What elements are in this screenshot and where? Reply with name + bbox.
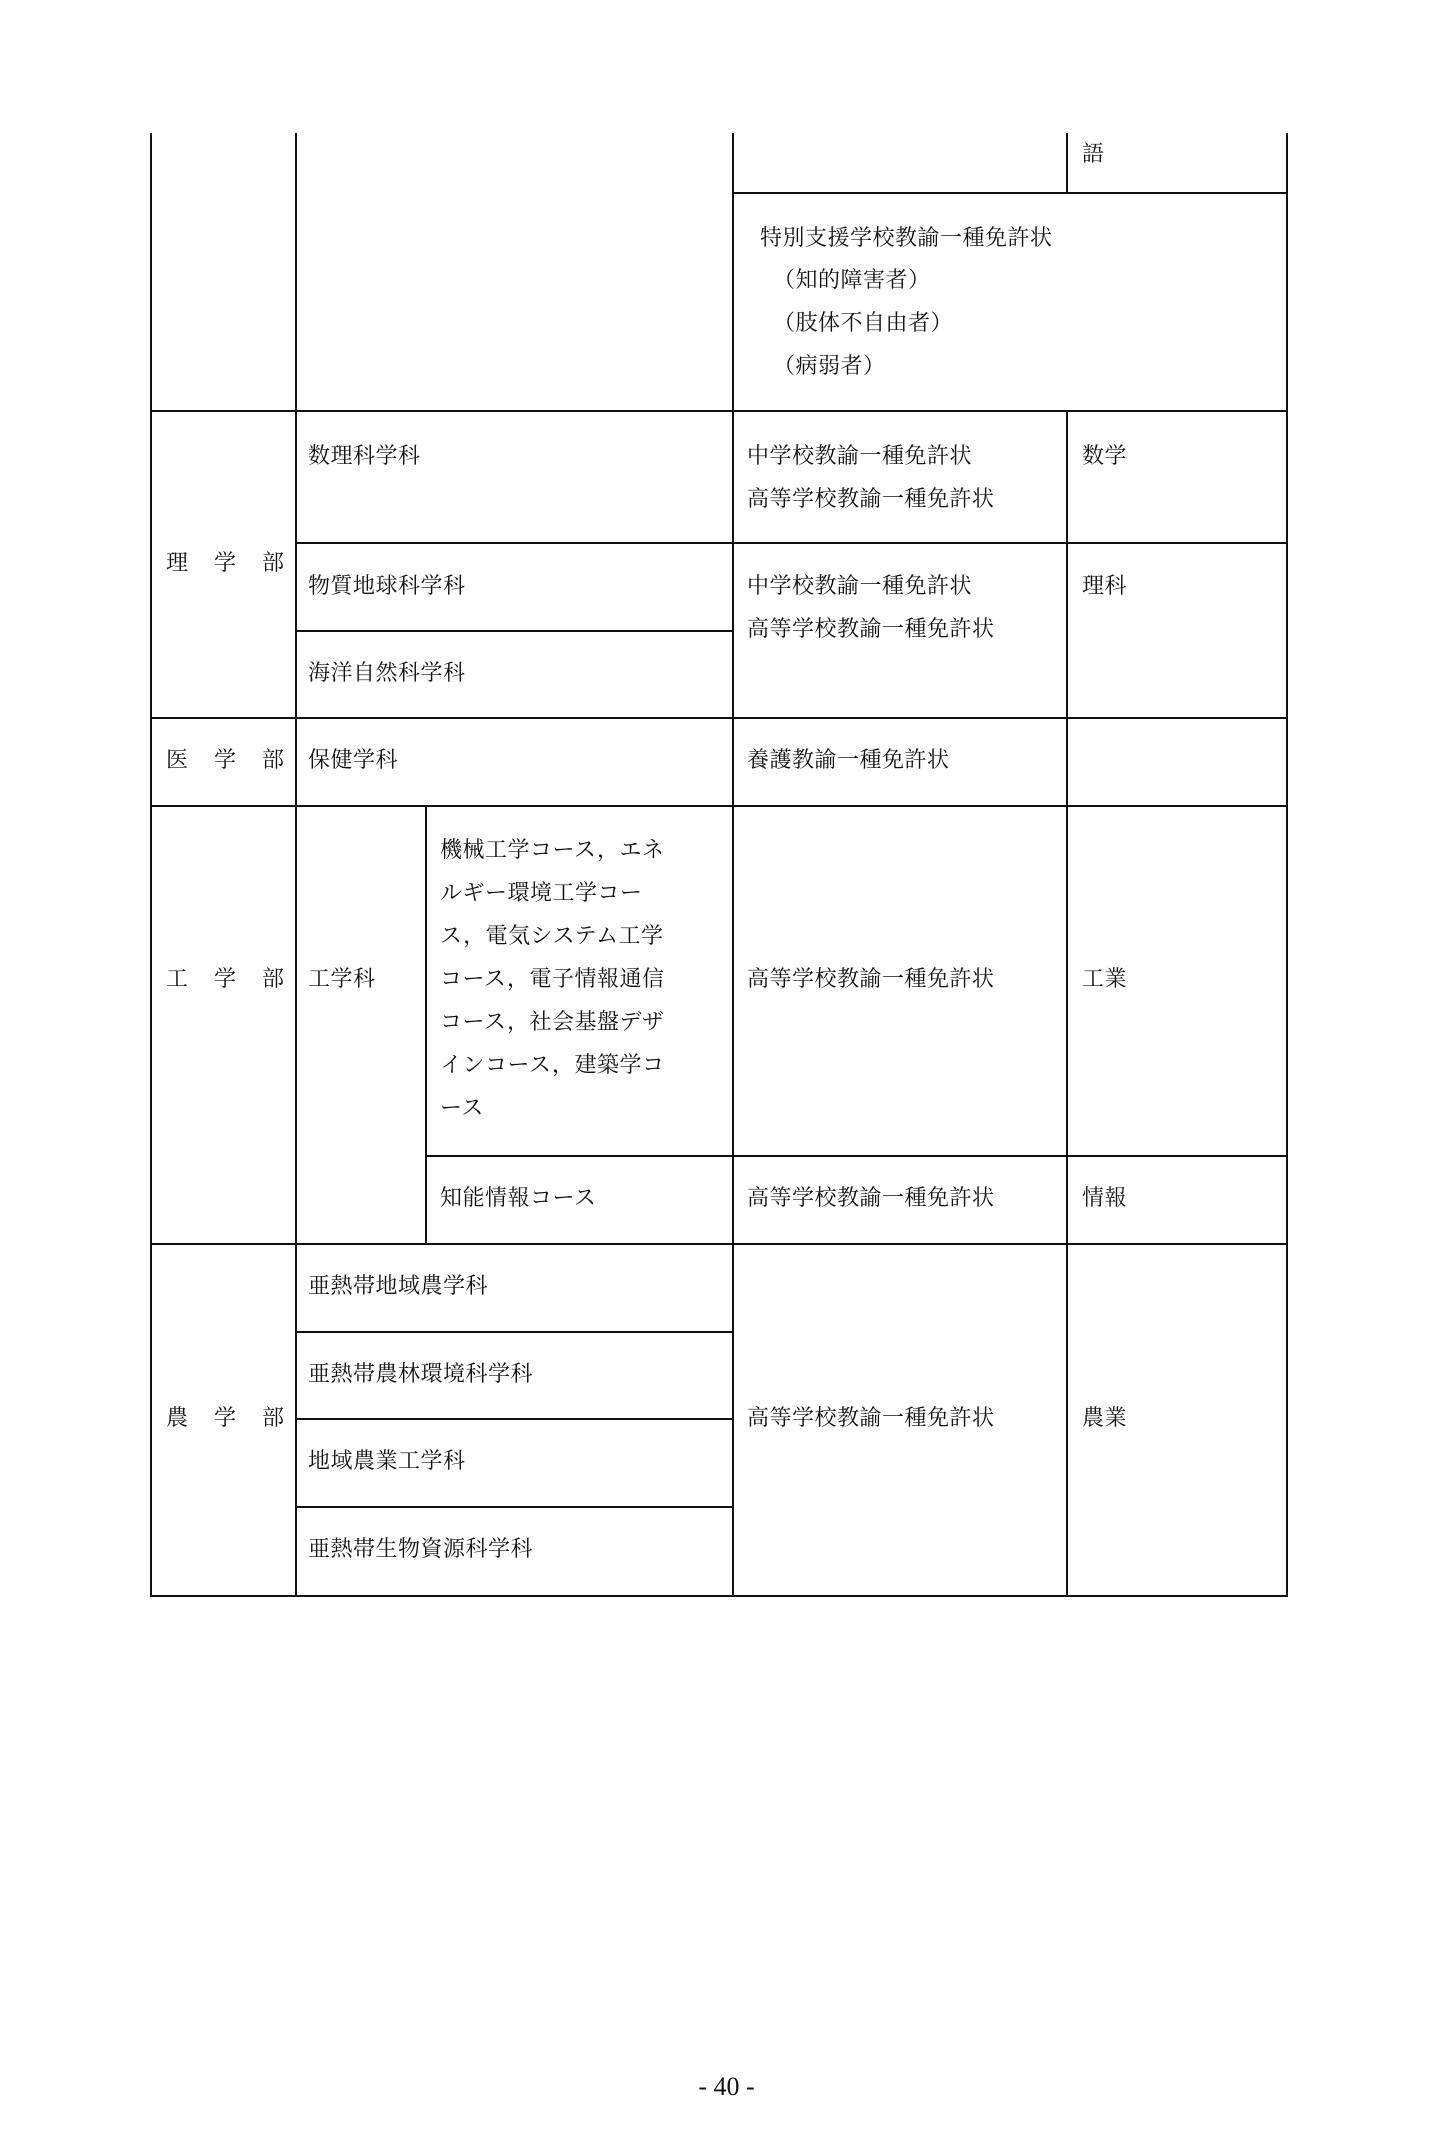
row-divider-top-subject xyxy=(732,192,1288,194)
subject-name: 情報 xyxy=(1082,1186,1128,1211)
row-divider-medicine xyxy=(150,717,1288,719)
license-name: 高等学校教諭一種免許状 xyxy=(747,1186,995,1211)
special-support-area: （病弱者） xyxy=(773,354,886,379)
course-name: 知能情報コース xyxy=(440,1186,597,1211)
license-name: 高等学校教諭一種免許状 xyxy=(747,967,995,992)
faculty-label-science: 理 学 部 xyxy=(166,551,285,576)
row-divider-engineering-2 xyxy=(425,1155,1288,1157)
department-name: 物質地球科学科 xyxy=(308,574,466,599)
subject-name: 理科 xyxy=(1082,574,1128,599)
faculty-label-agriculture: 農 学 部 xyxy=(166,1406,285,1431)
faculty-label-engineering: 工 学 部 xyxy=(166,967,285,992)
table-border-left xyxy=(150,133,152,1597)
course-list-line: ース xyxy=(440,1096,484,1121)
license-name: 養護教諭一種免許状 xyxy=(747,748,950,773)
column-divider-license xyxy=(732,133,734,1597)
row-divider-engineering xyxy=(150,805,1288,807)
row-divider-science-2 xyxy=(295,542,1288,544)
teaching-license-table xyxy=(150,133,1289,1597)
row-divider-science xyxy=(150,410,1288,412)
department-name: 海洋自然科学科 xyxy=(308,661,466,686)
department-name: 亜熱帯生物資源科学科 xyxy=(308,1537,534,1562)
department-name: 保健学科 xyxy=(308,748,399,773)
course-list-line: コース，社会基盤デザ xyxy=(440,1010,665,1035)
special-support-area: （肢体不自由者） xyxy=(773,311,954,336)
row-divider-agri-3 xyxy=(295,1418,734,1420)
department-name: 亜熱帯農林環境科学科 xyxy=(308,1362,534,1387)
license-name: 中学校教諭一種免許状 xyxy=(747,444,973,469)
license-name: 高等学校教諭一種免許状 xyxy=(747,617,995,642)
course-list-line: ルギー環境工学コー xyxy=(440,881,643,906)
table-border-bottom xyxy=(150,1595,1288,1597)
page-number: - 40 - xyxy=(698,2072,755,2101)
department-name: 地域農業工学科 xyxy=(308,1449,466,1474)
row-divider-agri-4 xyxy=(295,1506,734,1508)
license-name: 中学校教諭一種免許状 xyxy=(747,574,973,599)
subject-name: 工業 xyxy=(1082,967,1128,992)
department-name: 亜熱帯地域農学科 xyxy=(308,1274,489,1299)
table-border-right xyxy=(1286,133,1288,1597)
course-list-line: コース，電子情報通信 xyxy=(440,967,665,992)
special-support-license: 特別支援学校教諭一種免許状 xyxy=(760,226,1053,251)
row-divider-science-3 xyxy=(295,630,734,632)
department-name: 数理科学科 xyxy=(308,444,421,469)
faculty-label-medicine: 医 学 部 xyxy=(166,748,285,773)
subject-name: 農業 xyxy=(1082,1406,1128,1431)
license-name: 高等学校教諭一種免許状 xyxy=(747,1406,995,1431)
column-divider-subject-top xyxy=(1066,133,1068,193)
row-divider-agri-2 xyxy=(295,1331,734,1333)
course-list-line: ス，電気システム工学 xyxy=(440,924,664,949)
column-divider-subject xyxy=(1066,410,1068,1597)
subject-cell-tail: 語 xyxy=(1082,142,1105,167)
subject-name: 数学 xyxy=(1082,444,1128,469)
row-divider-agriculture xyxy=(150,1243,1288,1245)
license-name: 高等学校教諭一種免許状 xyxy=(747,487,995,512)
course-list-line: 機械工学コース，エネ xyxy=(440,838,665,863)
department-name: 工学科 xyxy=(308,967,376,992)
column-divider-course xyxy=(425,805,427,1243)
course-list-line: インコース，建築学コ xyxy=(440,1053,665,1078)
special-support-area: （知的障害者） xyxy=(773,268,931,293)
column-divider-faculty xyxy=(295,133,297,1597)
